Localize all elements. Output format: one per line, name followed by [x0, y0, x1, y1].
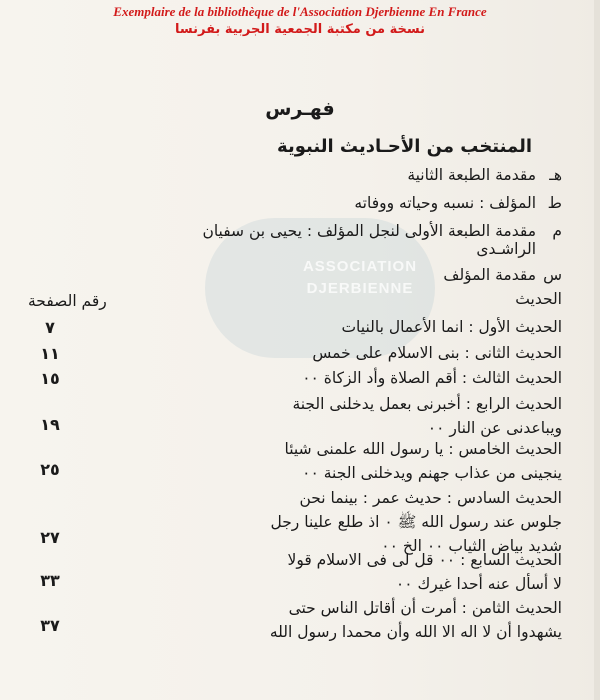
- toc-entry: [285, 437, 563, 485]
- front-matter-text: المؤلف : نسبه وحياته ووفاته: [354, 194, 536, 212]
- front-matter-item: [407, 166, 562, 184]
- toc-entry: [302, 366, 562, 390]
- book-subtitle: المنتخب من الأحـاديث النبوية: [277, 136, 532, 157]
- entry-line: الحديث الأول : انما الأعمال بالنيات: [341, 318, 562, 336]
- front-matter-item: [354, 194, 562, 212]
- entry-line: الحديث الثالث : أقم الصلاة وأد الزكاة ٠٠: [302, 369, 562, 387]
- entry-page-number: ٣٣: [40, 571, 60, 590]
- front-matter-item: [202, 222, 562, 240]
- entry-line: الحديث الثانى : بنى الاسلام على خمس: [312, 344, 562, 362]
- entry-line: ينجينى من عذاب جهنم ويدخلنى الجنة ٠٠: [302, 464, 562, 482]
- front-matter-text: مقدمة المؤلف: [443, 266, 536, 284]
- entry-line: شديد بياض الثياب ٠٠ الخ ٠٠: [381, 537, 562, 555]
- toc-entry: [341, 315, 562, 339]
- entry-page-number: ١٥: [40, 369, 60, 388]
- library-stamp-french: Exemplaire de la bibliothèque de l'Association Djerbienne En France: [113, 4, 487, 19]
- entry-line: يشهدوا أن لا اله الا الله وأن محمدا رسول الله: [269, 623, 562, 641]
- toc-entry: [292, 392, 562, 440]
- front-matter-text: مقدمة الطبعة الثانية: [407, 166, 536, 184]
- entry-line: جلوس عند رسول الله ﷺ ٠ اذ طلع علينا رجل: [270, 513, 562, 531]
- front-matter-item: [476, 240, 536, 258]
- front-matter-item: [443, 266, 562, 284]
- entry-page-number: ٢٥: [40, 460, 60, 479]
- column-header-page-number: رقم الصفحة: [28, 292, 107, 310]
- entry-line: ويباعدنى عن النار ٠٠: [427, 419, 562, 437]
- entry-page-number: ٣٧: [40, 616, 60, 635]
- watermark-line-1: ASSOCIATION: [302, 258, 418, 275]
- front-matter-text: الراشـدى: [476, 240, 536, 258]
- toc-entry: [312, 341, 562, 365]
- toc-entry: [270, 596, 562, 644]
- entry-page-number: ١١: [40, 344, 60, 363]
- entry-line: الحديث السادس : حديث عمر : بينما نحن: [299, 489, 562, 507]
- front-matter-letter: م: [552, 222, 562, 240]
- entry-line: الحديث الخامس : يا رسول الله علمنى شيئا: [284, 440, 562, 458]
- page-title: فهـرس: [265, 98, 335, 120]
- entry-page-number: ١٩: [40, 415, 60, 434]
- watermark-line-2: DJERBIENNE: [306, 280, 414, 297]
- toc-entry: [287, 548, 562, 596]
- front-matter-letter: س: [543, 266, 562, 284]
- front-matter-text: مقدمة الطبعة الأولى لنجل المؤلف : يحيى بن سفيان: [202, 222, 536, 240]
- entry-line: لا أسأل عنه أحدا غيرك ٠٠: [395, 575, 562, 593]
- entry-page-number: ٧: [45, 318, 55, 337]
- column-header-hadith: الحديث: [515, 290, 562, 308]
- entry-line: الحديث الثامن : أمرت أن أقاتل الناس حتى: [288, 599, 562, 617]
- entry-line: الحديث السابع : ٠٠ قل لى فى الاسلام قولا: [287, 551, 562, 569]
- entry-page-number: ٢٧: [40, 528, 60, 547]
- entry-line: الحديث الرابع : أخبرنى بعمل يدخلنى الجنة: [292, 395, 562, 413]
- front-matter-letter: هـ: [549, 166, 562, 184]
- front-matter-letter: ط: [547, 194, 562, 212]
- library-stamp-arabic: نسخة من مكتبة الجمعية الجربية بفرنسا: [175, 22, 425, 37]
